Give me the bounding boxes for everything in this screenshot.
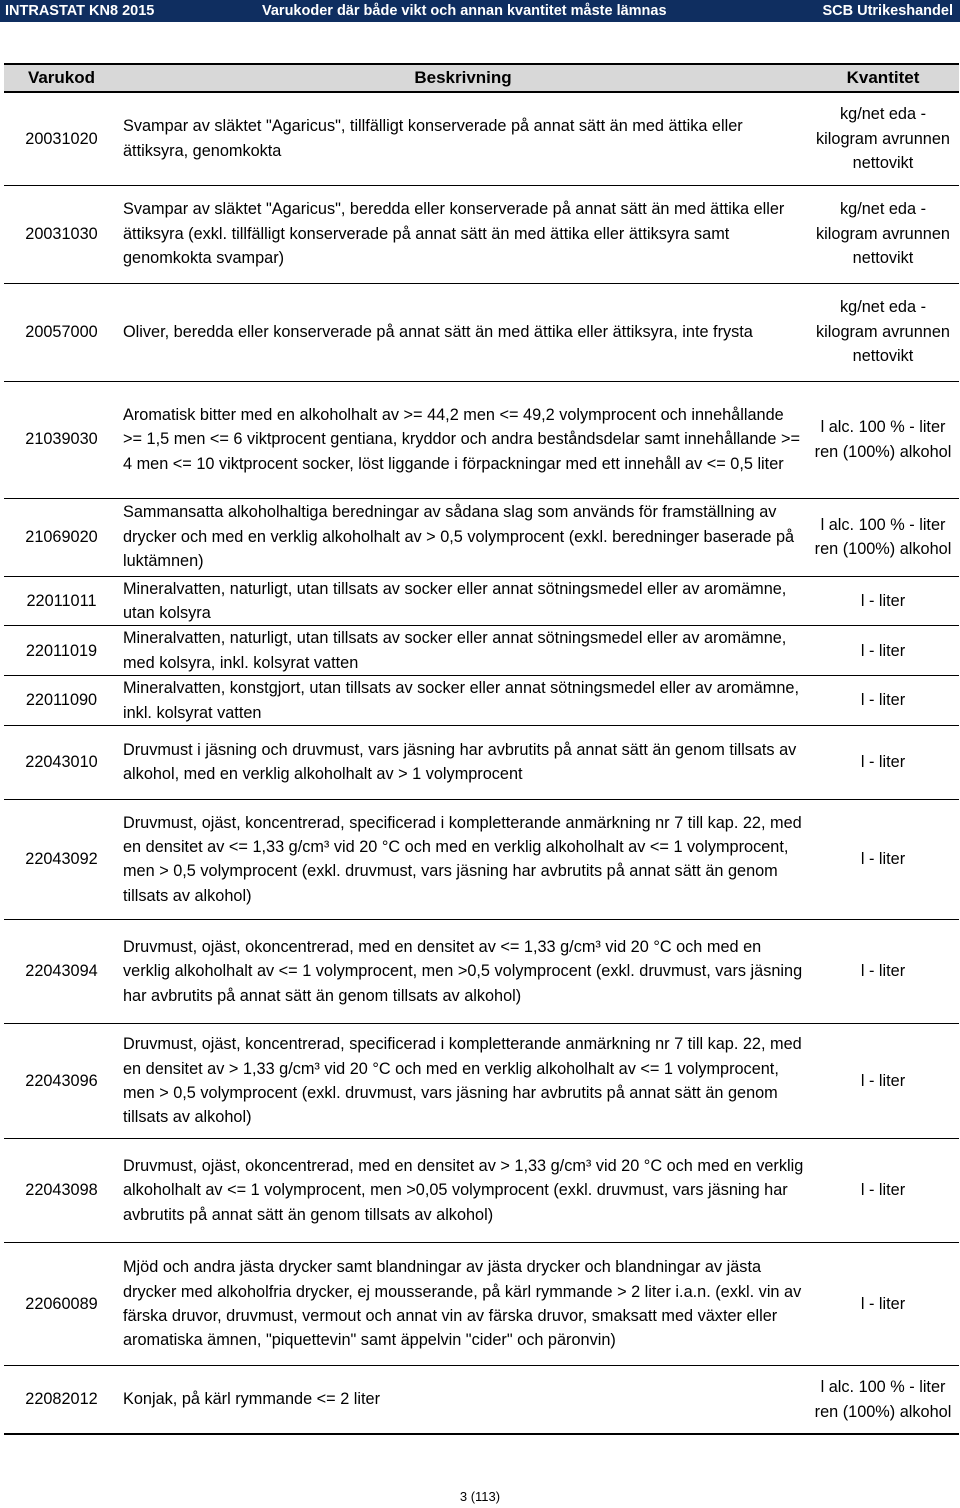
table-row	[4, 676, 959, 726]
row-code: 22082012	[4, 1365, 119, 1434]
commodity-code-table	[4, 63, 959, 1435]
row-code: 22043096	[4, 1023, 119, 1138]
header-publication: INTRASTAT KN8 2015	[5, 3, 155, 19]
table-row	[4, 919, 959, 1023]
table-row	[4, 92, 959, 185]
table-row	[4, 185, 959, 283]
header-publisher: SCB Utrikeshandel	[822, 3, 953, 19]
table-row	[4, 381, 959, 498]
table-header-row	[4, 64, 959, 92]
table-row	[4, 1138, 959, 1242]
row-code: 22011011	[4, 576, 119, 626]
table-row	[4, 1023, 959, 1138]
row-quantity: l - liter	[807, 1138, 959, 1242]
row-description: Mineralvatten, naturligt, utan tillsats av socker eller annat sötningsmedel eller av aromämne, med kolsyra, inkl. kolsyrat vatten	[119, 626, 807, 676]
row-description: Mjöd och andra jästa drycker samt blandningar av jästa drycker och blandningar av jästa drycker med alkoholfria drycker, ej mousserande, på kärl rymmande > 2 liter i.a.n. (exkl. vin av färska druvor, druvmust, vermout och annat vin av färska druvor, smaksatt med växter eller aromatiska ämnen, "piquettevin" samt äppelvin "cider" och päronvin)	[119, 1242, 807, 1365]
table-row	[4, 1242, 959, 1365]
row-quantity: l alc. 100 % - liter ren (100%) alkohol	[807, 1365, 959, 1434]
row-quantity: l - liter	[807, 1023, 959, 1138]
row-quantity: l - liter	[807, 919, 959, 1023]
column-header-description: Beskrivning	[119, 64, 807, 92]
row-quantity: l - liter	[807, 1242, 959, 1365]
table-row	[4, 576, 959, 626]
row-description: Druvmust, ojäst, okoncentrerad, med en densitet av > 1,33 g/cm³ vid 20 °C och med en verklig alkoholhalt av <= 1 volymprocent, men >0,05 volymprocent (exkl. druvmust, vars jäsning har avbrutits på annat sätt än genom tillsats av alkohol)	[119, 1138, 807, 1242]
row-code: 22011090	[4, 676, 119, 726]
row-quantity: l - liter	[807, 725, 959, 799]
table-row	[4, 799, 959, 919]
page-header-bar	[0, 0, 960, 22]
row-code: 21069020	[4, 498, 119, 576]
header-title: Varukoder där både vikt och annan kvantitet måste lämnas	[262, 3, 667, 19]
row-quantity: kg/net eda - kilogram avrunnen nettovikt	[807, 92, 959, 185]
column-header-quantity: Kvantitet	[807, 64, 959, 92]
row-quantity: kg/net eda - kilogram avrunnen nettovikt	[807, 185, 959, 283]
table-row	[4, 498, 959, 576]
row-quantity: l - liter	[807, 626, 959, 676]
row-code: 22043092	[4, 799, 119, 919]
row-quantity: l alc. 100 % - liter ren (100%) alkohol	[807, 498, 959, 576]
row-description: Svampar av släktet "Agaricus", tillfälligt konserverade på annat sätt än med ättika eller ättiksyra, genomkokta	[119, 92, 807, 185]
row-code: 21039030	[4, 381, 119, 498]
row-description: Svampar av släktet "Agaricus", beredda eller konserverade på annat sätt än med ättika eller ättiksyra (exkl. tillfälligt konserverade på annat sätt än med ättika eller ättiksyra samt genomkokta svampar)	[119, 185, 807, 283]
table-row	[4, 1365, 959, 1434]
row-description: Aromatisk bitter med en alkoholhalt av >= 44,2 men <= 49,2 volymprocent och innehållande >= 1,5 men <= 6 viktprocent gentiana, kryddor och andra beståndsdelar samt innehållande >= 4 men <= 10 viktprocent socker, löst liggande i förpackningar med ett innehåll av <= 0,5 liter	[119, 381, 807, 498]
row-description: Druvmust, ojäst, okoncentrerad, med en densitet av <= 1,33 g/cm³ vid 20 °C och med en verklig alkoholhalt av <= 1 volymprocent, men >0,5 volymprocent (exkl. druvmust, vars jäsning har avbrutits på annat sätt än genom tillsats av alkohol)	[119, 919, 807, 1023]
row-description: Druvmust, ojäst, koncentrerad, specificerad i kompletterande anmärkning nr 7 till kap. 22, med en densitet av > 1,33 g/cm³ vid 20 °C och med en verklig alkoholhalt av <= 1 volymprocent, men > 0,5 volymprocent (exkl. druvmust, vars jäsning har avbrutits på annat sätt än genom tillsats av alkohol)	[119, 1023, 807, 1138]
row-code: 20031020	[4, 92, 119, 185]
row-quantity: l - liter	[807, 576, 959, 626]
row-description: Druvmust i jäsning och druvmust, vars jäsning har avbrutits på annat sätt än genom tillsats av alkohol, med en verklig alkoholhalt av > 1 volymprocent	[119, 725, 807, 799]
row-quantity: kg/net eda - kilogram avrunnen nettovikt	[807, 283, 959, 381]
row-code: 22043094	[4, 919, 119, 1023]
row-code: 20031030	[4, 185, 119, 283]
row-description: Sammansatta alkoholhaltiga beredningar av sådana slag som används för framställning av drycker och med en verklig alkoholhalt av > 0,5 volymprocent (exkl. beredninger baserade på luktämnen)	[119, 498, 807, 576]
table-row	[4, 283, 959, 381]
row-code: 20057000	[4, 283, 119, 381]
row-code: 22043098	[4, 1138, 119, 1242]
row-description: Druvmust, ojäst, koncentrerad, specificerad i kompletterande anmärkning nr 7 till kap. 22, med en densitet av <= 1,33 g/cm³ vid 20 °C och med en verklig alkoholhalt av <= 1 volymprocent, men > 0,5 volymprocent (exkl. druvmust, vars jäsning har avbrutits på annat sätt än genom tillsats av alkohol)	[119, 799, 807, 919]
row-description: Mineralvatten, konstgjort, utan tillsats av socker eller annat sötningsmedel eller av aromämne, inkl. kolsyrat vatten	[119, 676, 807, 726]
table-row	[4, 725, 959, 799]
row-code: 22011019	[4, 626, 119, 676]
column-header-code: Varukod	[4, 64, 119, 92]
row-quantity: l - liter	[807, 799, 959, 919]
row-quantity: l - liter	[807, 676, 959, 726]
row-quantity: l alc. 100 % - liter ren (100%) alkohol	[807, 381, 959, 498]
page-number: 3 (113)	[459, 1489, 501, 1504]
row-code: 22043010	[4, 725, 119, 799]
row-description: Konjak, på kärl rymmande <= 2 liter	[119, 1365, 807, 1434]
row-description: Mineralvatten, naturligt, utan tillsats av socker eller annat sötningsmedel eller av aromämne, utan kolsyra	[119, 576, 807, 626]
row-description: Oliver, beredda eller konserverade på annat sätt än med ättika eller ättiksyra, inte frysta	[119, 283, 807, 381]
row-code: 22060089	[4, 1242, 119, 1365]
table-row	[4, 626, 959, 676]
